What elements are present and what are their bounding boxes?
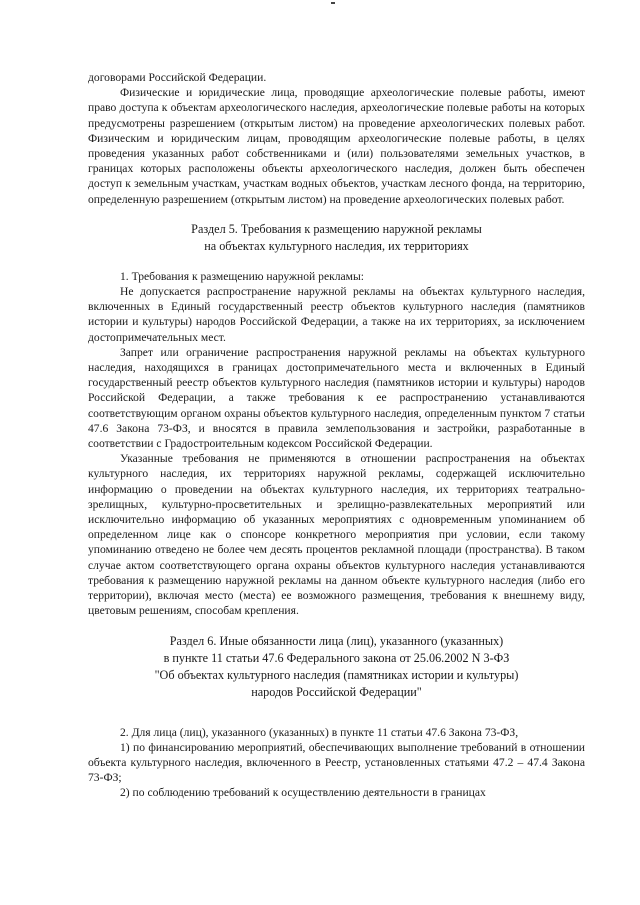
scan-mark bbox=[331, 2, 335, 4]
document-body bbox=[88, 70, 585, 801]
section-6-subitem-2: 2) по соблюдению требований к осуществлению деятельности в границах bbox=[120, 786, 486, 800]
section-6-subitem-1: 1) по финансированию мероприятий, обеспечивающих выполнение требований в отношении объекта культурного наследия, включенного в Реестр, установленных статьями 47.2 – 47.4 Закона 73-ФЗ; bbox=[88, 740, 585, 785]
section-6-title-line-1: Раздел 6. Иные обязанности лица (лиц), указанного (указанных) bbox=[169, 633, 504, 648]
intro-paragraph: Физические и юридические лица, проводящие археологические полевые работы, имеют право доступа к объектам археологического наследия, археологические полевые работы на которых предусмотрены разрешением (открытым листом) на проведение археологических полевых работ. Физическим и юридическим лицам, проводящим археологические полевые работы, в целях проведения указанных работ собственниками и (или) пользователями земельных участков, в границах которых расположены объекты археологического наследия, должен быть обеспечен доступ к земельным участкам, участкам водных объектов, участкам лесного фонда, на территорию, определенную разрешением (открытым листом) на проведение археологических полевых работ. bbox=[88, 86, 585, 206]
section-6-title bbox=[88, 633, 585, 701]
section-5-paragraph-3: Указанные требования не применяются в отношении распространения на объектах культурного наследия, их территориях наружной рекламы, содержащей исключительно информацию о проведении на объектах культурного наследия, их территориях театрально-зрелищных, культурно-просветительных и зрелищно-развлекательных мероприятий или исключительно информацию об указанных мероприятиях с одновременным упоминанием об определенном лице как о спонсоре конкретного мероприятия при условии, если такому упоминанию отведено не более чем десять процентов рекламной площади (пространства). В таком случае актом соответствующего органа охраны объектов культурного наследия устанавливаются требования к размещению наружной рекламы на данном объекте культурного наследия (либо его территории), включая место (места) ее возможного размещения, требования к внешнему виду, цветовым решениям, способам крепления. bbox=[88, 452, 585, 618]
section-6-title-line-2: в пункте 11 статьи 47.6 Федерального закона от 25.06.2002 N 3-ФЗ bbox=[163, 650, 510, 665]
section-5-paragraph-2: Запрет или ограничение распространения наружной рекламы на объектах культурного наследия, находящихся в границах достопримечательного места и включенных в Единый государственный реестр объектов культурного наследия (памятников истории и культуры) народов Российской Федерации, а также требования к ее распространению устанавливаются соответствующим органом охраны объектов культурного наследия, определенным пунктом 7 статьи 47.6 Закона 73-ФЗ, и вносятся в правила землепользования и застройки, разработанные в соответствии с Градостроительным кодексом Российской Федерации. bbox=[88, 345, 585, 451]
section-6-item-2-heading: 2. Для лица (лиц), указанного (указанных) в пункте 11 статьи 47.6 Закона 73-ФЗ, bbox=[120, 725, 519, 739]
section-6-title-line-4: народов Российской Федерации" bbox=[251, 684, 422, 699]
intro-fragment: договорами Российской Федерации. bbox=[88, 71, 267, 84]
section-5-title bbox=[88, 221, 585, 255]
section-6-title-line-3: "Об объектах культурного наследия (памятниках истории и культуры) bbox=[154, 667, 519, 682]
section-5-item-1-heading: 1. Требования к размещению наружной рекламы: bbox=[120, 269, 365, 283]
section-5-title-line-1: Раздел 5. Требования к размещению наружной рекламы bbox=[191, 221, 482, 236]
section-5-paragraph-1: Не допускается распространение наружной рекламы на объектах культурного наследия, включенных в Единый государственный реестр объектов культурного наследия (памятников истории и культуры) народов Российской Федерации, а также на их территориях, за исключением достопримечательных мест. bbox=[88, 285, 585, 344]
section-5-title-line-2: на объектах культурного наследия, их территориях bbox=[204, 238, 469, 253]
